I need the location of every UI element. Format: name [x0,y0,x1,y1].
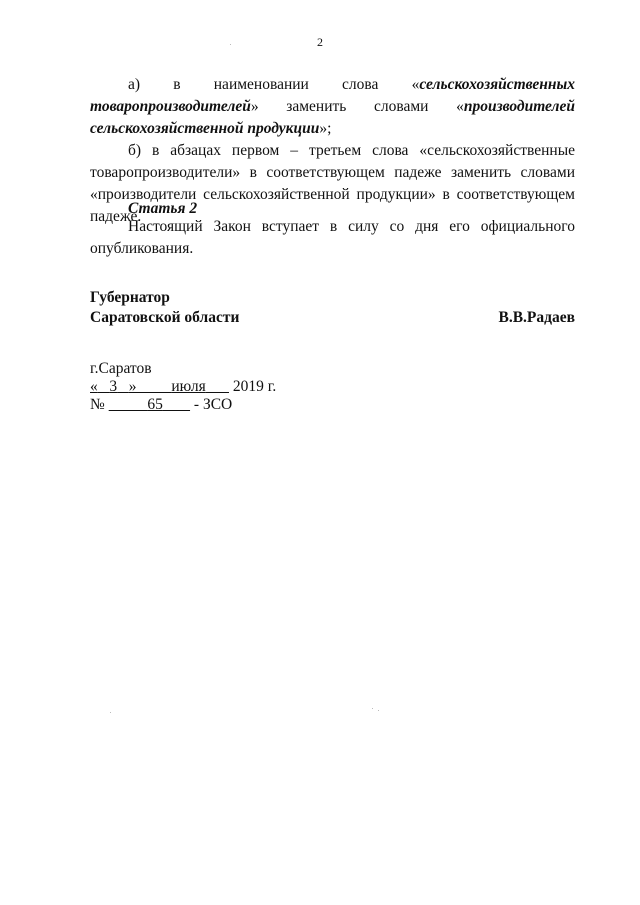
signature-name: В.В.Радаев [498,309,575,326]
clause-b: б) в абзацах первом – третьем слова «сельскохозяйственные товаропроизводители» в соответствующем падеже заменить словами «производители сельскохозяйственной продукции» в соответствующем падеже. [90,142,575,225]
clause-a [90,74,575,140]
clause-a-old-term: сельскохозяйственных товаропроизводителей [90,76,575,115]
clause-a-middle: » заменить словами « [250,98,464,115]
date-day-field [90,378,171,395]
date-open-quote: « [90,378,98,395]
scan-speck [110,712,111,713]
number-field [109,396,190,413]
date-month: июля [171,378,206,395]
signature-title [90,288,239,328]
date-day: 3 [109,378,118,395]
number-value: 65 [147,396,163,413]
date-line [90,378,276,396]
clause-a-new-term: производителей сельскохозяйственной продукции [90,98,575,137]
number-line [90,396,232,414]
date-close-quote: » [128,378,137,395]
date-month-field [171,378,229,395]
article-2-text: Настоящий Закон вступает в силу со дня его официального опубликования. [90,218,575,257]
signature-title-line2: Саратовской области [90,309,240,326]
number-prefix: № [90,396,105,413]
place: г.Саратов [90,360,152,377]
page-number: 2 [317,35,323,49]
signature-title-line1: Губернатор [90,289,170,306]
scan-speck [378,710,379,711]
clause-a-suffix: »; [319,120,332,137]
clause-a-prefix: а) в наименовании слова « [128,76,420,93]
date-year: 2019 г. [232,378,277,395]
article-2-heading: Статья 2 [128,200,198,217]
number-suffix: - ЗСО [193,396,233,413]
scan-speck [230,44,231,45]
scan-speck [372,708,373,709]
